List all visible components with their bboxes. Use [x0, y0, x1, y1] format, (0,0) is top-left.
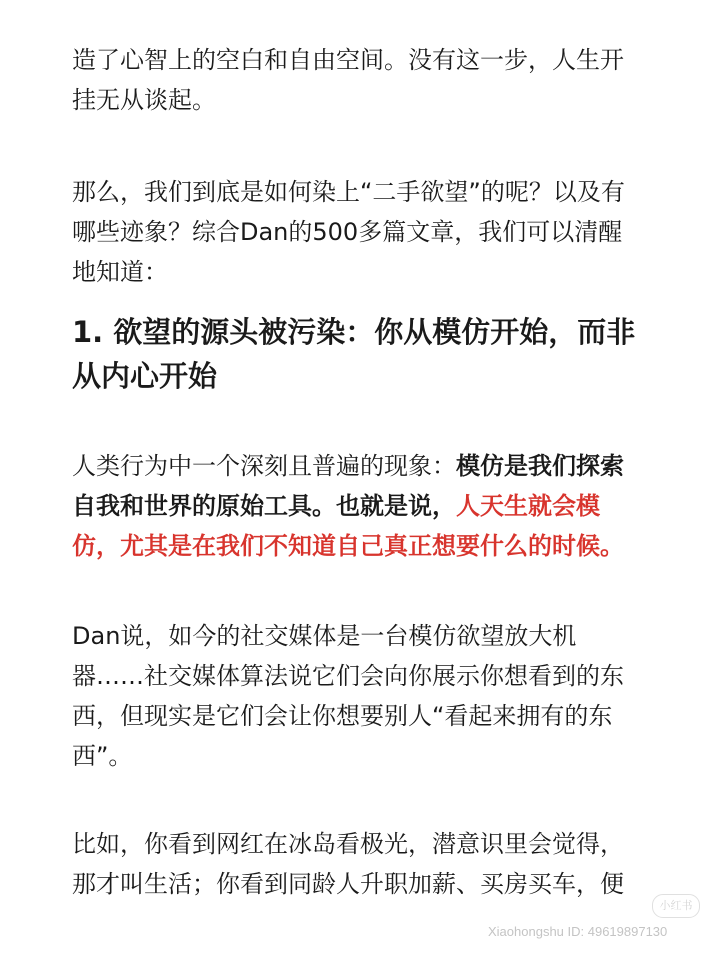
- normal-text: 人类行为中一个深刻且普遍的现象：: [72, 452, 456, 480]
- paragraph-line: Dan说，如今的社交媒体是一台模仿欲望放大机: [72, 622, 577, 650]
- paragraph-line: 造了心智上的空白和自由空间。没有这一步，人生开: [72, 46, 624, 74]
- paragraph-line: 挂无从谈起。: [72, 86, 216, 114]
- paragraph-line: 那才叫生活；你看到同龄人升职加薪、买房买车，便: [72, 870, 624, 898]
- paragraph-line: [72, 486, 672, 526]
- paragraph-4: [72, 616, 672, 776]
- paragraph-line: 西”。: [72, 742, 133, 770]
- section-heading: [72, 310, 672, 398]
- heading-line: 1. 欲望的源头被污染：你从模仿开始，而非: [72, 315, 636, 349]
- paragraph-line: 哪些迹象？综合Dan的500多篇文章，我们可以清醒: [72, 218, 623, 246]
- bold-text: 自我和世界的原始工具。也就是说，: [72, 492, 456, 520]
- paragraph-line: 那么，我们到底是如何染上“二手欲望”的呢？以及有: [72, 178, 625, 206]
- paragraph-2: [72, 172, 672, 292]
- paragraph-line: 器……社交媒体算法说它们会向你展示你想看到的东: [72, 662, 624, 690]
- paragraph-line: 西，但现实是它们会让你想要别人“看起来拥有的东: [72, 702, 613, 730]
- paragraph-5: [72, 824, 672, 904]
- paragraph-line: [72, 526, 672, 566]
- highlight-text: 仿，尤其是在我们不知道自己真正想要什么的时候。: [72, 532, 624, 560]
- heading-line: 从内心开始: [72, 359, 218, 393]
- paragraph-1: [72, 40, 672, 120]
- paragraph-line: 地知道：: [72, 258, 168, 286]
- bold-text: 模仿是我们探索: [456, 452, 624, 480]
- xiaohongshu-logo-watermark: 小红书: [652, 894, 700, 918]
- xiaohongshu-id-watermark: Xiaohongshu ID: 49619897130: [488, 924, 668, 939]
- highlight-text: 人天生就会模: [456, 492, 600, 520]
- paragraph-line: 比如，你看到网红在冰岛看极光，潜意识里会觉得，: [72, 830, 624, 858]
- paragraph-3: [72, 446, 672, 566]
- paragraph-line: [72, 446, 672, 486]
